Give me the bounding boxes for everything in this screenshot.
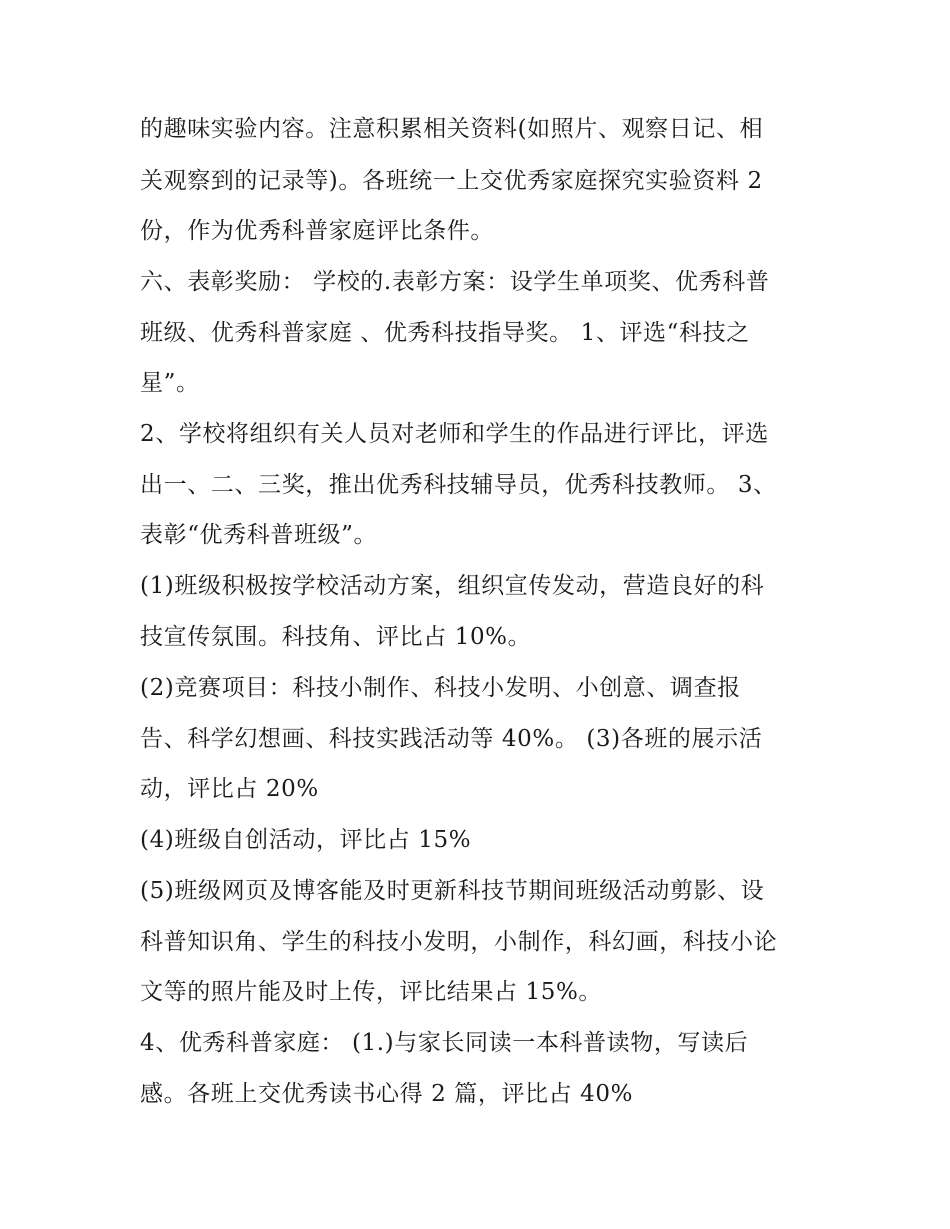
text-line: (4)班级自创活动，评比占 15%	[140, 827, 472, 853]
text-line: (2)竞赛项目：科技小制作、科技小发明、小创意、调查报	[140, 675, 741, 701]
text-line: 感。各班上交优秀读书心得 2 篇，评比占 40%	[140, 1081, 634, 1107]
text-line: 科普知识角、学生的科技小发明，小制作，科幻画，科技小论	[140, 929, 778, 955]
text-line: 的趣味实验内容。注意积累相关资料(如照片、观察日记、相	[140, 116, 764, 142]
text-line: 4、优秀科普家庭： (1.)与家长同读一本科普读物，写读后	[140, 1030, 749, 1056]
text-line: (1)班级积极按学校活动方案，组织宣传发动，营造良好的科	[140, 573, 765, 599]
text-line: 关观察到的记录等)。各班统一上交优秀家庭探究实验资料 2	[140, 168, 763, 194]
text-line: (5)班级网页及博客能及时更新科技节期间班级活动剪影、设	[140, 878, 765, 904]
text-line: 文等的照片能及时上传，评比结果占 15%。	[140, 979, 603, 1005]
text-line: 六、表彰奖励： 学校的.表彰方案：设学生单项奖、优秀科普	[140, 269, 770, 295]
text-line: 动，评比占 20%	[140, 776, 319, 802]
text-line: 班级、优秀科普家庭 、优秀科技指导奖。 1、评选“科技之	[140, 320, 750, 346]
text-line: 表彰“优秀科普班级”。	[140, 522, 378, 548]
text-line: 出一、二、三奖，推出优秀科技辅导员，优秀科技教师。 3、	[140, 472, 777, 498]
text-line: 星”。	[140, 370, 200, 396]
text-line: 2、学校将组织有关人员对老师和学生的作品进行评比，评选	[140, 421, 769, 447]
text-line: 技宣传氛围。科技角、评比占 10%。	[140, 624, 532, 650]
text-line: 告、科学幻想画、科技实践活动等 40%。 (3)各班的展示活	[140, 726, 763, 752]
text-line: 份，作为优秀科普家庭评比条件。	[140, 218, 494, 244]
